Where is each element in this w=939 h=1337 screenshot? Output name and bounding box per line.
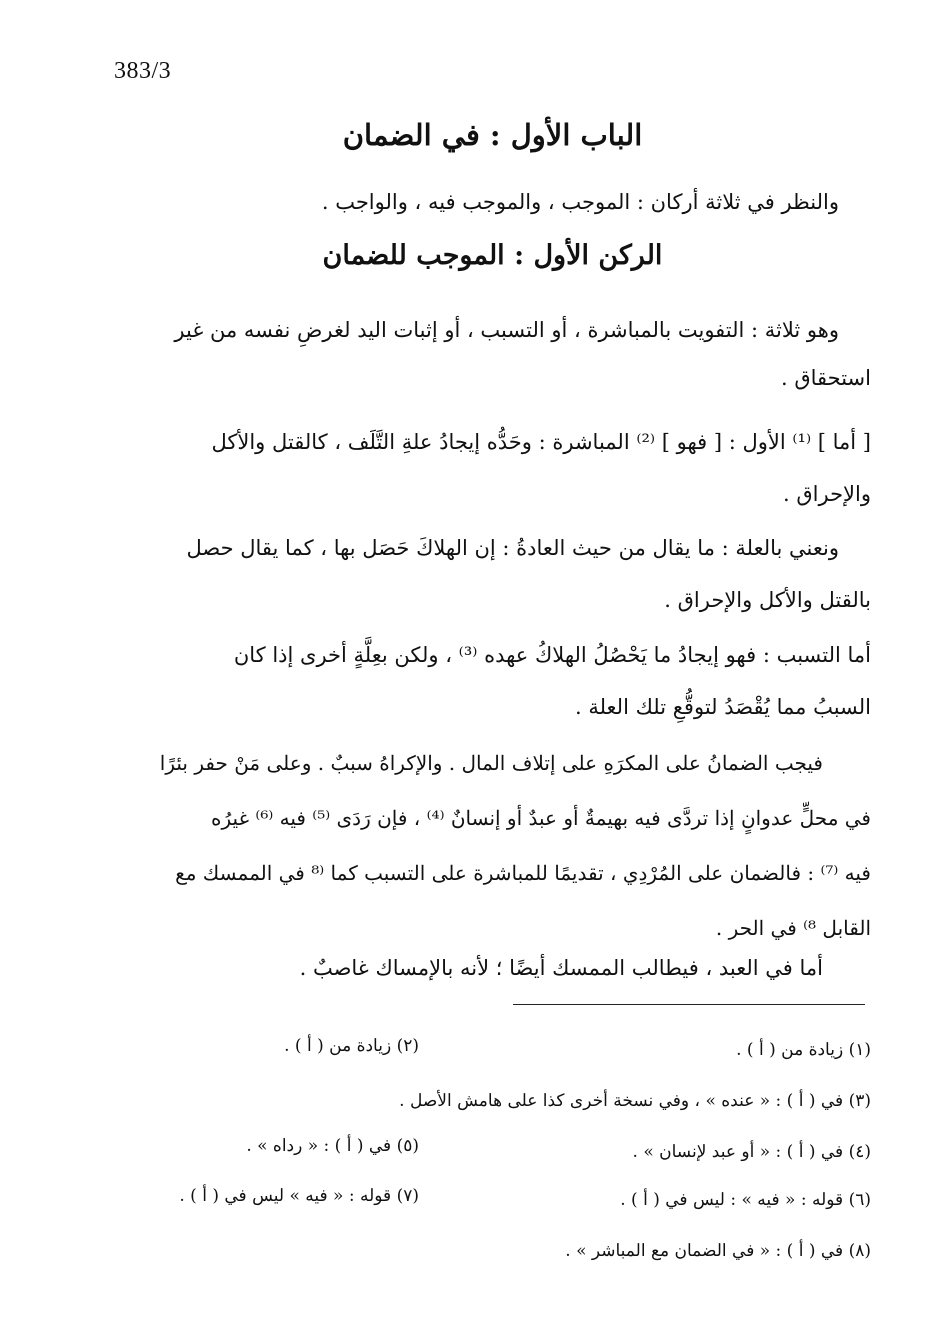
paragraph-line: فيه ⁽⁷⁾ : فالضمان على المُرْدِي ، تقديمًا للمباشرة على التسبب كما ⁽⁸ في الممسك مع: [175, 861, 871, 885]
paragraph-line: فيجب الضمانُ على المكرَهِ على إتلاف المال . والإكراهُ سببٌ . وعلى مَنْ حفر بئرًا: [159, 751, 823, 775]
paragraph-2: [211, 416, 871, 520]
footnote-8: (٨) في ( أ ) : « في الضمان مع المباشر » .: [565, 1241, 871, 1261]
footnote-1: (١) زيادة من ( أ ) .: [736, 1040, 871, 1060]
paragraph-1: [174, 306, 871, 402]
chapter-title: الباب الأول : في الضمان: [342, 118, 643, 152]
paragraph-line: بالقتل والأكل والإحراق .: [664, 588, 871, 612]
paragraph-4: [234, 629, 871, 733]
paragraph-3: [186, 522, 871, 626]
paragraph-5: [160, 736, 871, 956]
paragraph-line: أما في العبد ، فيطالب الممسك أيضًا ؛ لأنه بالإمساك غاصبٌ .: [299, 956, 823, 980]
paragraph-line: وهو ثلاثة : التفويت بالمباشرة ، أو التسبب ، أو إثبات اليد لغرضِ نفسه من غير: [174, 318, 839, 342]
paragraph-6: [300, 942, 871, 994]
footnote-5: (٥) في ( أ ) : « رداه » .: [246, 1136, 419, 1156]
footnote-6: (٦) قوله : « فيه » : ليس في ( أ ) .: [620, 1190, 871, 1210]
paragraph-line: [ أما ] ⁽¹⁾ الأول : [ فهو ] ⁽²⁾ المباشرة : وحَدُّه إيجادُ علةِ التَّلَف ، كالقتل والأكل: [211, 430, 871, 454]
footnote-7: (٧) قوله : « فيه » ليس في ( أ ) .: [179, 1186, 419, 1206]
footnote-4: (٤) في ( أ ) : « أو عبد لإنسان » .: [632, 1142, 871, 1162]
footnote-separator: [513, 1004, 865, 1005]
paragraph-line: السببُ مما يُقْصَدُ لتوقُّعِ تلك العلة .: [574, 695, 871, 719]
paragraph-line: والإحراق .: [783, 482, 871, 506]
page-reference: 383/3: [114, 58, 172, 84]
paragraph-line: استحقاق .: [781, 366, 871, 390]
paragraph-line: أما التسبب : فهو إيجادُ ما يَحْصُلُ الهلاكُ عهده ⁽³⁾ ، ولكن بعِلَّةٍ أخرى إذا كان: [233, 643, 871, 667]
footnote-3: (٣) في ( أ ) : « عنده » ، وفي نسخة أخرى كذا على هامش الأصل .: [399, 1091, 871, 1111]
paragraph-line: القابل ⁸⁾ في الحر .: [715, 916, 871, 940]
footnote-2: (٢) زيادة من ( أ ) .: [284, 1036, 419, 1056]
paragraph-line: في محلٍّ عدوانٍ إذا تردَّى فيه بهيمةٌ أو عبدٌ أو إنسانٌ ⁽⁴⁾ ، فإن رَدَى ⁽⁵⁾ فيه ⁽⁶⁾ غيرُه: [211, 806, 871, 830]
paragraph-line: ونعني بالعلة : ما يقال من حيث العادةُ : إن الهلاكَ حَصَل بها ، كما يقال حصل: [186, 536, 839, 560]
section-title: الركن الأول : الموجب للضمان: [322, 240, 663, 271]
intro-paragraph: والنظر في ثلاثة أركان : الموجب ، والموجب فيه ، والواجب .: [321, 190, 839, 214]
